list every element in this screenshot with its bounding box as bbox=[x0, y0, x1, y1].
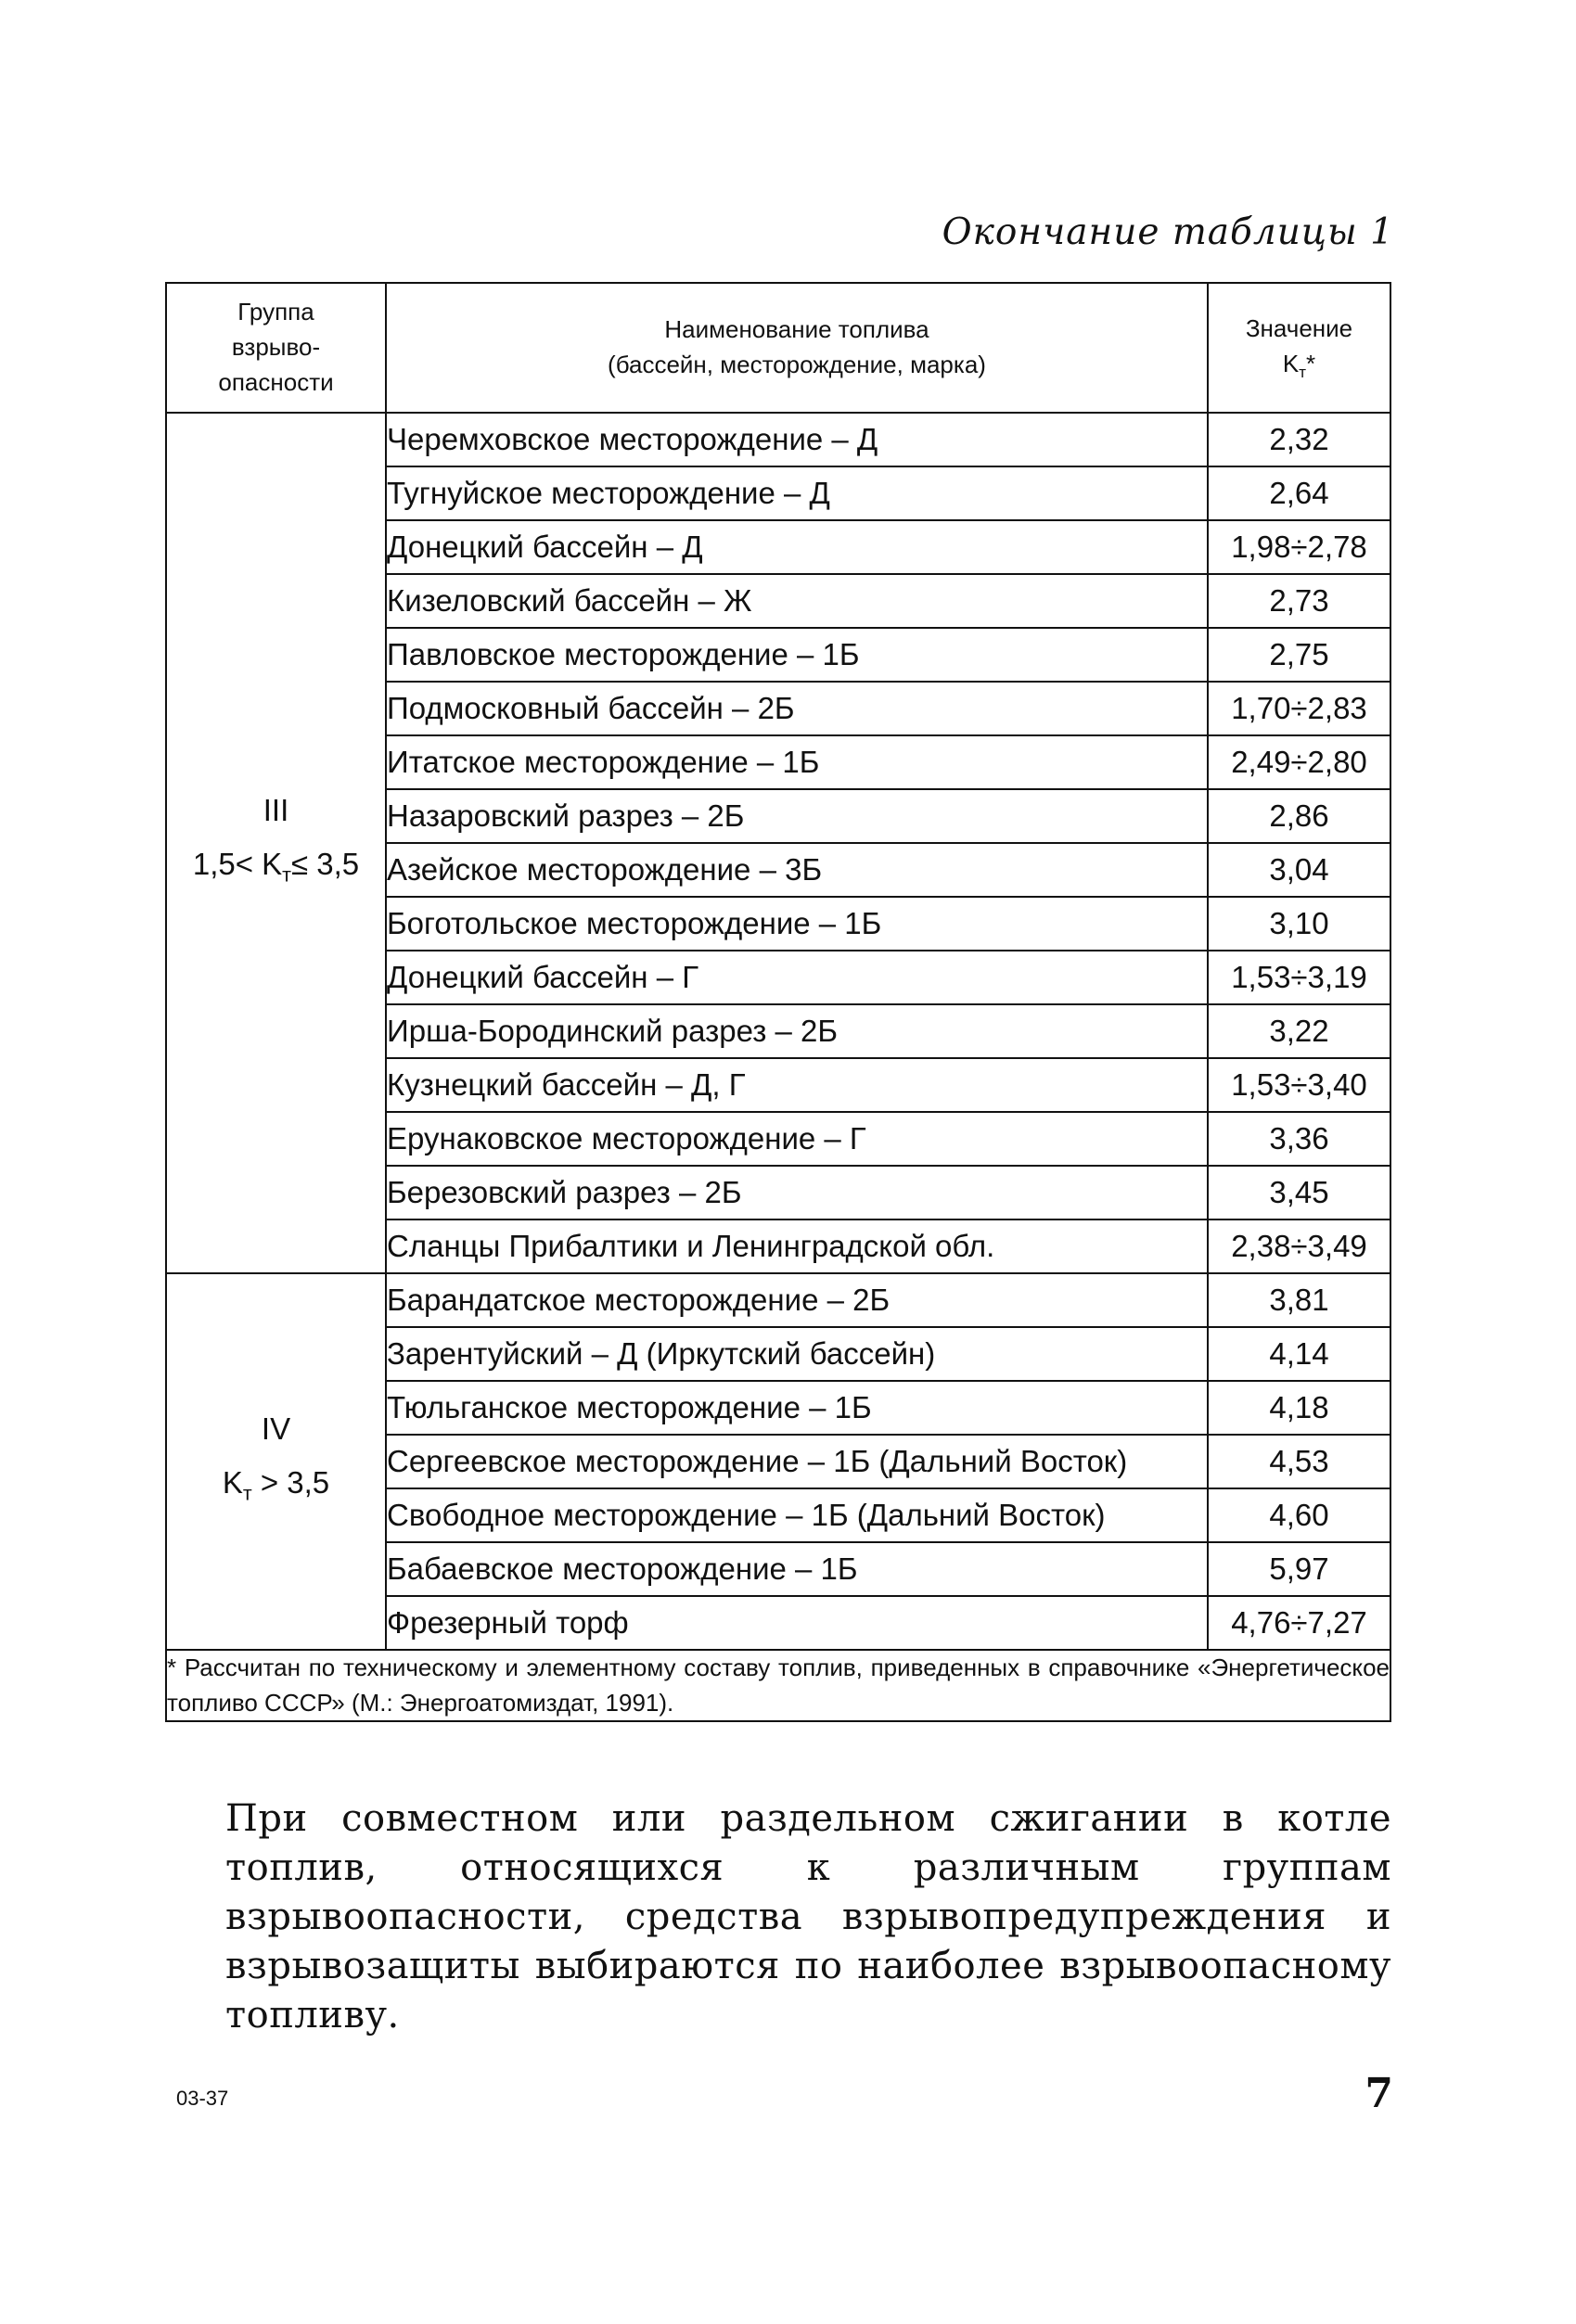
kt-value-cell: 1,53÷3,19 bbox=[1208, 951, 1390, 1004]
kt-value-cell: 1,53÷3,40 bbox=[1208, 1058, 1390, 1112]
fuel-name-cell: Боготольское месторождение – 1Б bbox=[386, 897, 1208, 951]
body-paragraph: При совместном или раздельном сжигании в котле топлив, относящихся к различным группам взрывоопасности, средства взрывопредупреждения и взрывозащиты выбираются по наиболее взрывоопасному топливу. bbox=[225, 1797, 1391, 2037]
fuel-name-cell: Зарентуйский – Д (Иркутский бассейн) bbox=[386, 1327, 1208, 1381]
kt-value-cell: 2,49÷2,80 bbox=[1208, 735, 1390, 789]
condition-subscript: т bbox=[242, 1482, 252, 1505]
header-value-symbol bbox=[1209, 347, 1390, 385]
fuel-name-cell: Свободное месторождение – 1Б (Дальний Восток) bbox=[386, 1488, 1208, 1542]
kt-value-cell: 4,14 bbox=[1208, 1327, 1390, 1381]
table-header-row bbox=[166, 283, 1390, 413]
kt-value-cell: 5,97 bbox=[1208, 1542, 1390, 1596]
fuel-name-cell: Тугнуйское месторождение – Д bbox=[386, 466, 1208, 520]
kt-value-cell: 2,75 bbox=[1208, 628, 1390, 682]
fuel-name-cell: Павловское месторождение – 1Б bbox=[386, 628, 1208, 682]
fuel-name-cell: Сланцы Прибалтики и Ленинградской обл. bbox=[386, 1219, 1208, 1273]
fuel-name-cell: Азейское месторождение – 3Б bbox=[386, 843, 1208, 897]
kt-value-cell: 3,04 bbox=[1208, 843, 1390, 897]
table-row bbox=[166, 413, 1390, 466]
condition-suffix: > 3,5 bbox=[251, 1465, 330, 1500]
fuel-name-cell: Итатское месторождение – 1Б bbox=[386, 735, 1208, 789]
fuel-name-cell: Ирша-Бородинский разрез – 2Б bbox=[386, 1004, 1208, 1058]
kt-value-cell: 4,18 bbox=[1208, 1381, 1390, 1435]
kt-value-cell: 3,22 bbox=[1208, 1004, 1390, 1058]
header-group-line3: опасности bbox=[218, 367, 334, 396]
fuel-name-cell: Кузнецкий бассейн – Д, Г bbox=[386, 1058, 1208, 1112]
header-value bbox=[1208, 283, 1390, 413]
condition-prefix: K bbox=[222, 1465, 243, 1500]
kt-value-cell: 2,73 bbox=[1208, 574, 1390, 628]
kt-value-cell: 4,60 bbox=[1208, 1488, 1390, 1542]
kt-value-cell: 1,70÷2,83 bbox=[1208, 682, 1390, 735]
footnote-star: * bbox=[1305, 349, 1316, 377]
fuel-name-cell: Донецкий бассейн – Г bbox=[386, 951, 1208, 1004]
fuel-name-cell: Ерунаковское месторождение – Г bbox=[386, 1112, 1208, 1166]
fuel-name-cell: Назаровский разрез – 2Б bbox=[386, 789, 1208, 843]
kt-value-cell: 2,64 bbox=[1208, 466, 1390, 520]
fuel-name-cell: Кизеловский бассейн – Ж bbox=[386, 574, 1208, 628]
page-number: 7 bbox=[1365, 2070, 1393, 2117]
header-fuel-name bbox=[386, 283, 1208, 413]
kt-value-cell: 2,38÷3,49 bbox=[1208, 1219, 1390, 1273]
header-group-line1: Группа bbox=[237, 298, 314, 326]
fuel-name-cell: Донецкий бассейн – Д bbox=[386, 520, 1208, 574]
document-code: 03-37 bbox=[176, 2087, 229, 2110]
header-name-line2: (бассейн, месторождение, марка) bbox=[608, 351, 986, 378]
header-group bbox=[166, 283, 386, 413]
group-cell bbox=[166, 1273, 386, 1650]
kt-value-cell: 1,98÷2,78 bbox=[1208, 520, 1390, 574]
kt-symbol: K bbox=[1282, 349, 1300, 377]
condition-subscript: т bbox=[282, 863, 291, 887]
fuel-explosion-table bbox=[165, 282, 1391, 1722]
header-group-line2: взрыво- bbox=[231, 333, 321, 362]
kt-value-cell: 3,10 bbox=[1208, 897, 1390, 951]
kt-value-cell: 3,45 bbox=[1208, 1166, 1390, 1219]
condition-suffix: ≤ 3,5 bbox=[291, 847, 360, 882]
fuel-name-cell: Тюльганское месторождение – 1Б bbox=[386, 1381, 1208, 1435]
kt-value-cell: 4,53 bbox=[1208, 1435, 1390, 1488]
group-cell bbox=[166, 413, 386, 1273]
header-value-line1: Значение bbox=[1245, 313, 1353, 342]
kt-value-cell: 2,86 bbox=[1208, 789, 1390, 843]
fuel-name-cell: Фрезерный торф bbox=[386, 1596, 1208, 1650]
table-footnote: * Рассчитан по техническому и элементному составу топлив, приведенных в справочнике «Энергетическое топливо СССР» (М.: Энергоатомиздат, 1991). bbox=[166, 1650, 1390, 1721]
kt-subscript: т bbox=[1299, 363, 1306, 381]
kt-value-cell: 3,36 bbox=[1208, 1112, 1390, 1166]
fuel-name-cell: Барандатское месторождение – 2Б bbox=[386, 1273, 1208, 1327]
fuel-name-cell: Бабаевское месторождение – 1Б bbox=[386, 1542, 1208, 1596]
group-condition bbox=[167, 1456, 385, 1521]
header-name-line1: Наименование топлива bbox=[664, 315, 929, 344]
kt-value-cell: 3,81 bbox=[1208, 1273, 1390, 1327]
fuel-name-cell: Подмосковный бассейн – 2Б bbox=[386, 682, 1208, 735]
kt-value-cell: 4,76÷7,27 bbox=[1208, 1596, 1390, 1650]
fuel-name-cell: Сергеевское месторождение – 1Б (Дальний Восток) bbox=[386, 1435, 1208, 1488]
group-label: III bbox=[263, 793, 289, 828]
fuel-name-cell: Черемховское месторождение – Д bbox=[386, 413, 1208, 466]
table-caption: Окончание таблицы 1 bbox=[942, 211, 1394, 253]
condition-prefix: 1,5< K bbox=[192, 847, 283, 882]
kt-value-cell: 2,32 bbox=[1208, 413, 1390, 466]
table-row bbox=[166, 1273, 1390, 1327]
group-label: IV bbox=[261, 1411, 291, 1447]
footnote-row bbox=[166, 1650, 1390, 1721]
fuel-name-cell: Березовский разрез – 2Б bbox=[386, 1166, 1208, 1219]
group-condition bbox=[167, 837, 385, 902]
